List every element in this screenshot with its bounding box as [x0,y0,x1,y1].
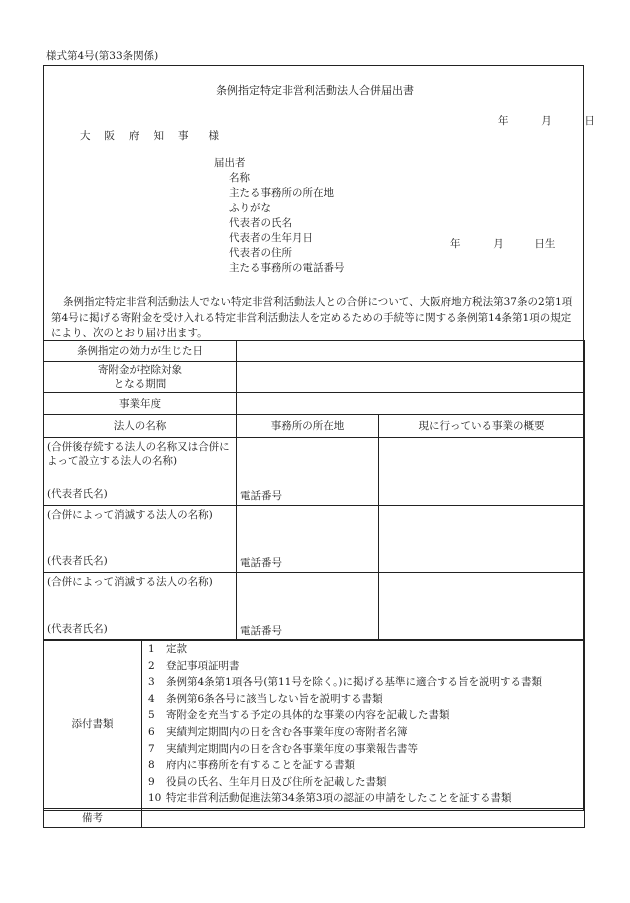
date-day: 日 [584,115,595,127]
form-number-label: 様式第4号(第33条関係) [46,50,159,62]
attachment-item [148,641,580,658]
date-year: 年 [498,115,509,127]
attachment-text: 実績判定期間内の日を含む各事業年度の事業報告書等 [166,742,418,755]
birth-day: 日生 [534,238,556,250]
row-dissolved-entity-2 [44,573,585,641]
effective-date-value[interactable] [237,341,585,362]
fiscal-year-label: 事業年度 [44,393,237,415]
notifier-heading: 届出者 [214,157,246,169]
notification-statement: 条例指定特定非営利活動法人でない特定非営利活動法人との合併について、大阪府地方税法第37条の2第1項第4号に掲げる寄附金を受け入れる特定非営利活動法人を定めるための手続等に関する条例第14条第1項の規定により、次のとおり届け出ます。 [51,296,573,339]
attachment-num: 7 [148,742,155,755]
attachment-text: 条例第4条第1項各号(第11号を除く。)に掲げる基準に適合する旨を説明する書類 [166,676,542,689]
birth-year: 年 [450,238,461,250]
rep-birthdate-units [450,236,555,251]
notifier-field-office-phone: 主たる事務所の電話番号 [229,262,345,274]
notifier-field-rep-name: 代表者の氏名 [229,217,292,229]
attachment-text: 実績判定期間内の日を含む各事業年度の寄附者名簿 [166,725,408,738]
attachment-item [148,658,580,675]
deduction-period-value[interactable] [237,362,585,393]
attachment-num: 2 [148,659,155,672]
surviving-entity-name-cell[interactable] [44,438,237,506]
header-corp-name: 法人の名称 [44,415,237,438]
fiscal-year-value[interactable] [237,393,585,415]
attachment-item [148,741,580,758]
attachment-num: 1 [148,643,155,655]
attachments-table [43,639,585,828]
notifier-field-rep-birthdate: 代表者の生年月日 [229,232,313,244]
dissolved-entity-2-rep-label: (代表者氏名) [47,623,108,635]
surviving-entity-rep-label: (代表者氏名) [47,488,108,500]
surviving-entity-business-cell[interactable] [379,438,585,506]
dissolved-entity-2-office-cell[interactable] [237,573,379,641]
deduction-period-label-line2: となる期間 [113,378,167,390]
attachment-num: 9 [148,775,155,788]
attachments-label: 添付書類 [44,640,142,809]
attachment-num: 4 [148,692,155,705]
dissolved-entity-1-rep-label: (代表者氏名) [47,555,108,567]
dissolved-entity-1-office-cell[interactable] [237,506,379,573]
addressee-name: 大阪府知事 [80,130,203,142]
attachment-text: 条例第6条各号に該当しない旨を説明する書類 [166,692,383,705]
dissolved-entity-1-tel-label: 電話番号 [240,557,282,569]
attachment-text: 特定非営利活動促進法第34条第3項の認証の申請をしたことを証する書類 [166,792,512,805]
row-attachments [44,640,585,809]
dissolved-entity-2-name-label: (合併によって消滅する法人の名称) [47,576,213,588]
row-fiscal-year [44,393,585,415]
birth-month: 月 [493,238,504,250]
header-office-address: 事務所の所在地 [237,415,379,438]
notifier-field-name: 名称 [229,172,250,184]
dissolved-entity-1-name-label: (合併によって消滅する法人の名称) [47,509,213,521]
attachment-num: 5 [148,709,155,722]
notifier-field-office-address: 主たる事務所の所在地 [229,187,334,199]
attachment-item [148,774,580,791]
effective-date-label: 条例指定の効力が生じた日 [44,341,237,362]
remarks-value[interactable] [142,808,585,827]
dissolved-entity-1-business-cell[interactable] [379,506,585,573]
attachment-num: 3 [148,676,155,689]
attachment-text: 府内に事務所を有することを証する書類 [166,759,355,772]
attachment-num: 10 [148,792,162,805]
dissolved-entity-2-name-cell[interactable] [44,573,237,641]
attachment-item [148,674,580,691]
addressee-suffix: 様 [208,130,219,142]
row-headers [44,415,585,438]
submission-date [498,113,595,128]
attachment-num: 6 [148,725,155,738]
row-deduction-period [44,362,585,393]
attachment-item [148,790,580,807]
attachment-item [148,724,580,741]
surviving-entity-name-label: (合併後存続する法人の名称又は合併によって設立する法人の名称) [47,441,230,467]
notifier-field-furigana: ふりがな [229,202,271,214]
attachment-item [148,707,580,724]
addressee [80,128,219,143]
attachment-item [148,691,580,708]
deduction-period-label [44,362,237,393]
deduction-period-label-line1: 寄附金が控除対象 [98,364,182,376]
attachment-text: 寄附金を充当する予定の具体的な事業の内容を記載した書類 [166,709,450,722]
attachment-num: 8 [148,759,155,772]
row-surviving-entity [44,438,585,506]
date-month: 月 [541,115,552,127]
row-dissolved-entity-1 [44,506,585,573]
attachment-text: 役員の氏名、生年月日及び住所を記載した書類 [166,775,387,788]
row-effective-date [44,341,585,362]
form-title: 条例指定特定非営利活動法人合併届出書 [216,84,414,97]
surviving-entity-office-cell[interactable] [237,438,379,506]
notification-table [43,340,585,641]
attachment-text: 登記事項証明書 [166,659,240,672]
dissolved-entity-2-tel-label: 電話番号 [240,625,282,637]
header-business-summary: 現に行っている事業の概要 [379,415,585,438]
attachment-item [148,757,580,774]
attachments-list [142,640,585,809]
surviving-entity-tel-label: 電話番号 [240,490,282,502]
dissolved-entity-2-business-cell[interactable] [379,573,585,641]
notifier-fields [229,171,345,276]
remarks-label: 備考 [44,808,142,827]
dissolved-entity-1-name-cell[interactable] [44,506,237,573]
row-remarks [44,808,585,827]
notifier-field-rep-address: 代表者の住所 [229,247,292,259]
attachment-text: 定款 [166,643,187,655]
